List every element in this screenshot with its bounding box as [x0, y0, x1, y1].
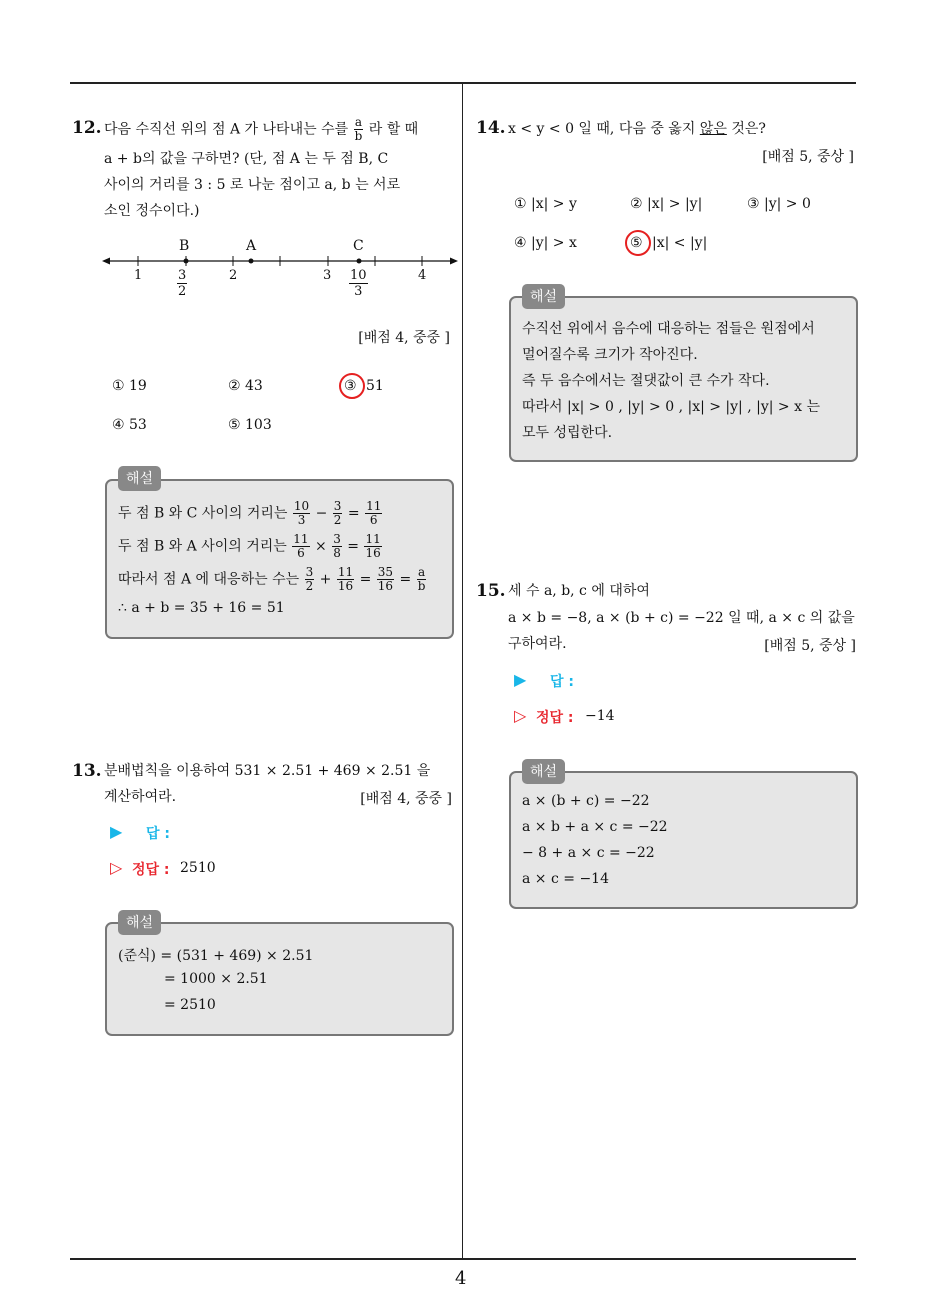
question-12-line1 [104, 116, 418, 144]
q14-option-4[interactable]: ④ |y| > x [514, 235, 577, 251]
question-12-line3: 사이의 거리를 3 : 5 로 나눈 점이고 a, b 는 서로 [104, 177, 401, 193]
q14-exp-line5: 모두 성립한다. [522, 425, 613, 441]
question-14-number: 14. [476, 118, 506, 138]
q14-underlined-word: 않은 [699, 121, 727, 137]
q12-option-3-value[interactable]: 51 [366, 378, 384, 394]
q14-score: [배점 5, 중상 ] [762, 149, 854, 165]
question-12-number: 12. [72, 118, 102, 138]
frac-num: 10 [350, 268, 367, 283]
q15-answer-label: 답 : [550, 674, 574, 690]
frac-den: b [417, 579, 426, 593]
frac-den: b [354, 129, 363, 143]
tick-3-2 [176, 268, 188, 299]
question-15-line1: 세 수 a, b, c 에 대하여 [508, 583, 650, 599]
q14-exp-line4: 따라서 |x| > 0 , |y| > 0 , |x| > |y| , |y| > x 는 [522, 399, 820, 415]
frac-den: 16 [377, 579, 394, 593]
q12-explanation-tag: 해설 [118, 466, 161, 491]
q14-explanation-tag: 해설 [522, 284, 565, 309]
answer-circle-mark [339, 373, 365, 399]
bottom-rule [70, 1258, 856, 1260]
q15-correct-value: −14 [585, 708, 615, 724]
q13-score: [배점 4, 중중 ] [360, 791, 452, 807]
tick-3: 3 [323, 268, 332, 283]
q14-text-b: 것은? [731, 121, 766, 137]
q15-exp-line2: a × b + a × c = −22 [522, 819, 668, 835]
exp-text: 따라서 점 A 에 대응하는 수는 [118, 571, 300, 588]
q12-text-b: 라 할 때 [368, 121, 419, 138]
point-c [357, 259, 362, 264]
q12-text-a: 다음 수직선 위의 점 A 가 나타내는 수를 [104, 121, 349, 138]
q13-exp-line3: = 2510 [164, 997, 216, 1013]
question-13-number: 13. [72, 761, 102, 781]
q14-exp-line3: 즉 두 음수에서는 절댓값이 큰 수가 작다. [522, 373, 770, 389]
frac-den: 6 [369, 513, 378, 527]
frac-den: 16 [337, 579, 354, 593]
frac-num: 3 [333, 532, 341, 546]
frac-num: 3 [333, 499, 342, 513]
frac-num: 3 [305, 565, 314, 579]
frac-den: 3 [297, 513, 306, 527]
question-14-line1 [508, 116, 766, 143]
q12-option-5[interactable]: ⑤ 103 [228, 417, 272, 433]
question-12-line4: 소인 정수이다.) [104, 203, 200, 219]
frac-num: 11 [366, 499, 382, 513]
top-rule [70, 82, 856, 84]
tick-2: 2 [229, 268, 238, 283]
q14-option-2[interactable]: ② |x| > |y| [630, 196, 703, 212]
q15-correct-label: 정답 : [536, 710, 574, 726]
label-c: C [353, 238, 364, 254]
frac-den: 3 [354, 284, 363, 299]
q15-explanation-tag: 해설 [522, 759, 565, 784]
q15-explanation-box [509, 771, 858, 909]
question-13-line2: 계산하여라. [104, 789, 177, 805]
q12-option-4[interactable]: ④ 53 [112, 417, 147, 433]
frac-den: 2 [305, 579, 314, 593]
q12-option-3-marker[interactable]: ③ [344, 378, 357, 394]
tick-1: 1 [134, 268, 143, 283]
number-line [100, 235, 460, 305]
question-12-line2: a + b의 값을 구하면? (단, 점 A 는 두 점 B, C [104, 151, 389, 167]
q13-explanation-box [105, 922, 454, 1036]
exp-text: 두 점 B 와 C 사이의 거리는 [118, 505, 288, 522]
question-13-line1: 분배법칙을 이용하여 531 × 2.51 + 469 × 2.51 을 [104, 763, 431, 779]
q15-answer-arrow-icon: ▶ [514, 670, 527, 689]
frac-num: a [417, 565, 426, 579]
q13-explanation-tag: 해설 [118, 910, 161, 935]
q13-exp-line2: = 1000 × 2.51 [164, 971, 268, 987]
column-divider [462, 84, 463, 1258]
q14-option-1[interactable]: ① |x| > y [514, 196, 577, 212]
op: = [359, 571, 372, 588]
q14-option-5-marker[interactable]: ⑤ [630, 235, 643, 251]
op: = [347, 538, 360, 555]
frac-den: 2 [178, 284, 187, 299]
op: = [399, 571, 412, 588]
frac-num: 11 [337, 565, 354, 579]
q12-exp-line3 [118, 566, 427, 593]
label-b: B [179, 238, 190, 254]
q14-exp-line2: 멀어질수록 크기가 작아진다. [522, 347, 698, 363]
q12-frac-ab [354, 116, 364, 143]
q14-option-5-value[interactable]: |x| < |y| [652, 235, 708, 251]
tick-4: 4 [418, 268, 427, 283]
q13-answer-label: 답 : [146, 826, 170, 842]
q13-answer-arrow-icon: ▶ [110, 822, 123, 841]
q14-exp-line1: 수직선 위에서 음수에 대응하는 점들은 원점에서 [522, 321, 815, 337]
q12-score: [배점 4, 중중 ] [358, 330, 450, 346]
q12-option-1[interactable]: ① 19 [112, 378, 147, 394]
point-b [184, 259, 189, 264]
question-15-number: 15. [476, 581, 506, 601]
label-a: A [246, 238, 257, 254]
frac-num: 35 [377, 565, 394, 579]
frac-den: 6 [297, 546, 305, 560]
q12-exp-line4: ∴ a + b = 35 + 16 = 51 [118, 600, 285, 616]
op: = [347, 505, 360, 522]
q14-option-3[interactable]: ③ |y| > 0 [747, 196, 811, 212]
tick-10-3 [348, 268, 369, 299]
question-15-line2: a × b = −8, a × (b + c) = −22 일 때, a × c 의 값을 [508, 610, 855, 626]
op: + [319, 571, 332, 588]
frac-num: 11 [365, 532, 381, 546]
frac-num: a [354, 115, 362, 129]
q13-correct-value: 2510 [180, 860, 216, 876]
op: − [315, 505, 328, 522]
frac-num: 10 [293, 499, 310, 513]
q15-correct-arrow-icon: ▷ [514, 706, 527, 725]
frac-num: 3 [178, 268, 187, 283]
question-15-line3: 구하여라. [508, 636, 567, 652]
exp-text: 두 점 B 와 A 사이의 거리는 [118, 538, 287, 555]
q12-exp-line2 [118, 533, 383, 560]
q12-exp-line1 [118, 500, 383, 527]
answer-circle-mark [625, 230, 651, 256]
q15-score: [배점 5, 중상 ] [764, 638, 856, 654]
frac-num: 11 [293, 532, 309, 546]
frac-den: 16 [365, 546, 381, 560]
op: × [315, 538, 327, 555]
q15-exp-line4: a × c = −14 [522, 871, 609, 887]
q13-exp-line1: (준식) = (531 + 469) × 2.51 [118, 948, 314, 964]
q13-correct-label: 정답 : [132, 862, 170, 878]
q12-option-2[interactable]: ② 43 [228, 378, 263, 394]
q13-correct-arrow-icon: ▷ [110, 858, 123, 877]
q15-exp-line1: a × (b + c) = −22 [522, 793, 650, 809]
point-a [249, 259, 254, 264]
frac-den: 2 [333, 513, 342, 527]
page-number: 4 [455, 1268, 467, 1289]
q14-text-a: x < y < 0 일 때, 다음 중 옳지 [508, 121, 696, 137]
frac-den: 8 [333, 546, 341, 560]
q15-exp-line3: − 8 + a × c = −22 [522, 845, 655, 861]
